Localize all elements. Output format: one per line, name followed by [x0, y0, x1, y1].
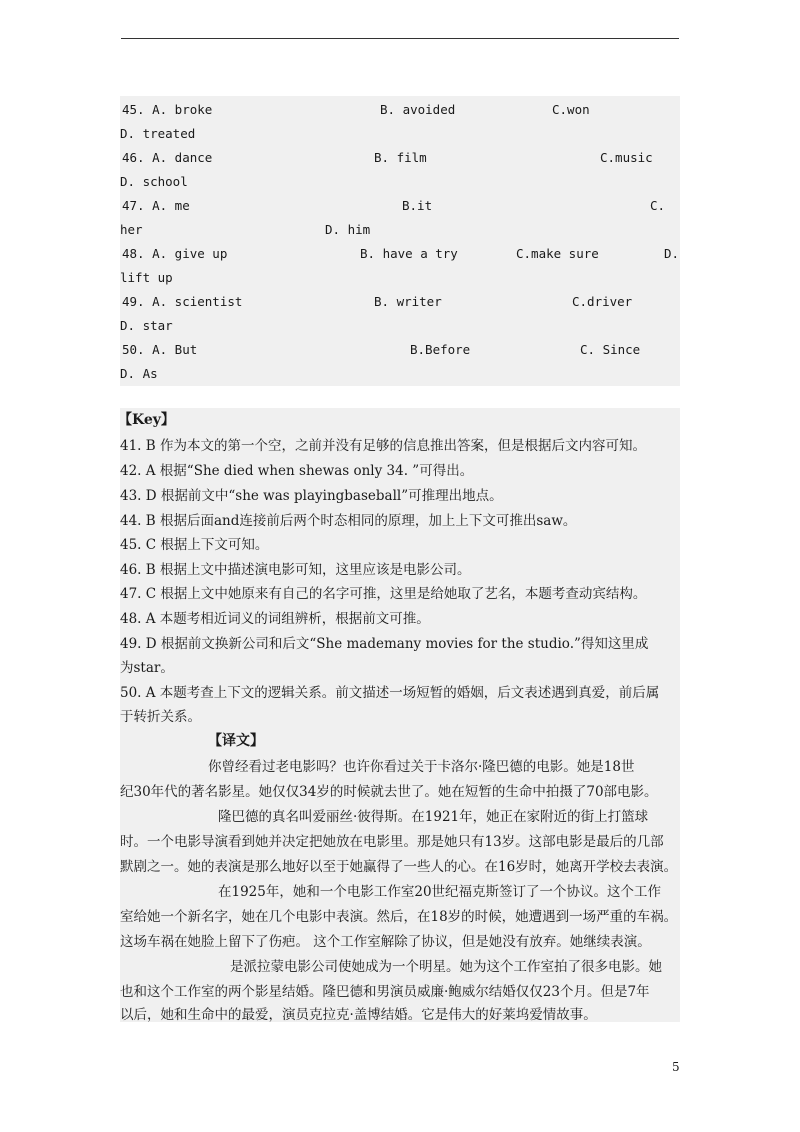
key-line: 43. D 根据前文中“she was playingbaseball”可推理出地点。: [120, 488, 503, 504]
option-45-a: 45. A. broke: [122, 102, 213, 117]
option-47-d: D. him: [325, 222, 371, 237]
option-46-d: D. school: [120, 174, 188, 189]
option-50-a: 50. A. But: [122, 342, 198, 357]
option-47-c: C.: [650, 198, 666, 213]
key-line: 45. C 根据上下文可知。: [120, 537, 269, 553]
key-line: 41. B 作为本文的第一个空，之前并没有足够的信息推出答案，但是根据后文内容可知。: [120, 438, 646, 454]
key-line: 46. B 根据上文中描述演电影可知，这里应该是电影公司。: [120, 562, 471, 578]
translation-line: 隆巴德的真名叫爱丽丝·彼得斯。在1921年，她正在家附近的街上打篮球: [218, 809, 649, 825]
key-line: 于转折关系。: [120, 709, 201, 725]
option-50-c: C. Since: [580, 342, 641, 357]
option-50-b: B.Before: [410, 342, 471, 357]
option-50-d: D. As: [120, 366, 158, 381]
key-title: 【Key】: [118, 412, 175, 428]
translation-line: 也和这个工作室的两个影星结婚。隆巴德和男演员威廉·鲍威尔结婚仅仅23个月。但是7年: [120, 984, 650, 1000]
page-number: 5: [672, 1060, 680, 1074]
key-line: 为star。: [120, 660, 174, 676]
key-line: 47. C 根据上文中她原来有自己的名字可推，这里是给她取了艺名，本题考查动宾结构。: [120, 586, 647, 602]
key-line: 42. A 根据“She died when shewas only 34. ”可得出。: [120, 463, 474, 479]
option-49-a: 49. A. scientist: [122, 294, 243, 309]
option-49-d: D. star: [120, 318, 173, 333]
key-line: 44. B 根据后面and连接前后两个时态相同的原理，加上上下文可推出saw。: [120, 513, 577, 529]
options-block: [120, 96, 680, 386]
translation-line: 时。一个电影导演看到她并决定把她放在电影里。那是她只有13岁。这部电影是最后的几部: [120, 834, 664, 850]
option-47-b: B.it: [402, 198, 433, 213]
key-line: 50. A 本题考查上下文的逻辑关系。前文描述一场短暂的婚姻，后文表述遇到真爱，前后属: [120, 685, 660, 701]
key-block: [120, 408, 680, 1022]
option-48-c: C.make sure: [516, 246, 599, 261]
option-48-a: 48. A. give up: [122, 246, 228, 261]
translation-line: 这场车祸在她脸上留下了伤疤。 这个工作室解除了协议，但是她没有放弃。她继续表演。: [120, 934, 651, 950]
option-48-b: B. have a try: [360, 246, 458, 261]
option-46-c: C.music: [600, 150, 653, 165]
option-46-a: 46. A. dance: [122, 150, 213, 165]
translation-line: 在1925年，她和一个电影工作室20世纪福克斯签订了一个协议。这个工作: [218, 884, 662, 900]
option-45-d: D. treated: [120, 126, 196, 141]
option-46-b: B. film: [374, 150, 427, 165]
translation-line: 你曾经看过老电影吗？也许你看过关于卡洛尔·隆巴德的电影。她是18世: [208, 759, 635, 775]
translation-line: 以后，她和生命中的最爱，演员克拉克·盖博结婚。它是伟大的好莱坞爱情故事。: [120, 1007, 597, 1023]
option-45-c: C.won: [552, 102, 590, 117]
option-47-a: 47. A. me: [122, 198, 190, 213]
key-line: 49. D 根据前文换新公司和后文“She mademany movies for the studio.”得知这里成: [120, 636, 649, 652]
option-48-d-cont: lift up: [120, 270, 173, 285]
option-47-c-cont: her: [120, 222, 143, 237]
option-49-b: B. writer: [374, 294, 442, 309]
translation-line: 室给她一个新名字，她在几个电影中表演。然后，在18岁的时候，她遭遇到一场严重的车祸。: [120, 909, 678, 925]
option-49-c: C.driver: [572, 294, 633, 309]
translation-line: 默剧之一。她的表演是那么地好以至于她赢得了一些人的心。在16岁时，她离开学校去表演。: [120, 859, 678, 875]
translation-line: 纪30年代的著名影星。她仅仅34岁的时候就去世了。她在短暂的生命中拍摄了70部电影。: [120, 784, 658, 800]
header-rule: [121, 38, 679, 39]
option-45-b: B. avoided: [380, 102, 456, 117]
translation-line: 是派拉蒙电影公司使她成为一个明星。她为这个工作室拍了很多电影。她: [230, 959, 662, 975]
translation-title: 【译文】: [208, 733, 264, 749]
key-line: 48. A 本题考相近词义的词组辨析，根据前文可推。: [120, 611, 430, 627]
option-48-d: D.: [664, 246, 680, 261]
